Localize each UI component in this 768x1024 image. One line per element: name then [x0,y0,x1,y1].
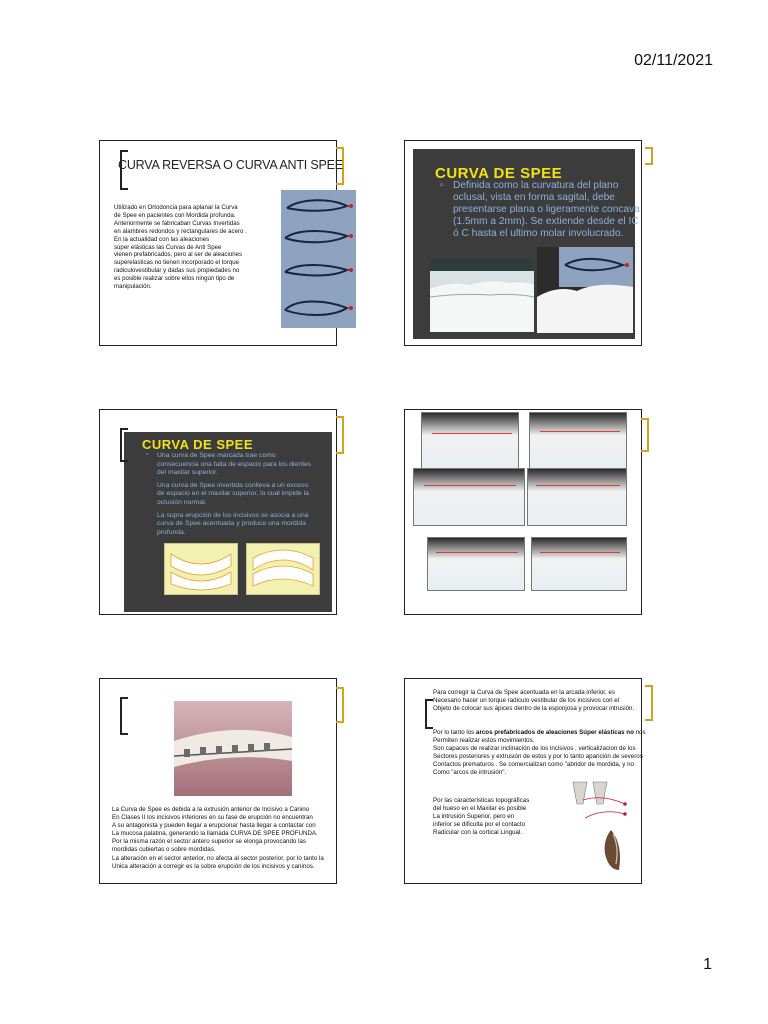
body-line: Contactos prematuros . Se comercializan como "abridor de mordida, y no [433,761,634,769]
body-line: Unica alteración a corregir es la sobre erupción de los incisivos y caninos. [112,862,315,870]
body-line: Son capaces de realizar inclinación de los incisivos , verticalizacion de los [433,745,636,753]
body-line: Para corregir la Curva de Spee acentuada en la arcada inferior, es [433,689,615,696]
slide-bracket-left [120,697,128,735]
dental-model-photo [531,537,627,591]
body-line: Como "arcos de intrusión". [433,769,507,777]
slide-body [453,180,640,240]
dental-model-photo [413,468,525,526]
page-date: 02/11/2021 [634,52,713,69]
slide-title: CURVA REVERSA O CURVA ANTI SPEE [118,158,343,172]
slide-curva-de-spee-consecuencias [99,409,337,615]
text-run: Por lo tanto los [433,729,476,736]
body-line: Anteriormente se fabricaban Curvas Invertidas [114,219,240,227]
teeth-model-photo [430,259,534,332]
dental-model-photo [529,412,627,470]
slide-bracket-right [645,685,653,721]
archwire-photo [537,247,633,333]
braces-photo [174,701,292,796]
slide-paragraph [433,797,529,837]
page-number: 1 [703,956,712,973]
body-line: del hueso en el Maxilar es posible [433,805,527,813]
body-line: En Clases II los incisivos inferiores en su fase de erupción no encuentran [112,814,313,822]
teeth-diagram-reverse-curve [246,543,320,595]
slide-correccion-curva-spee [404,678,646,884]
slide-bracket-left [425,699,433,729]
body-line: La alteración en el sector anterior, no afecta al sector posterior, por lo tanto la [112,854,324,862]
dental-model-photo [421,412,519,470]
slide-bracket-right [336,416,344,454]
body-line: mordidas cubiertas o sobre mordidas. [112,846,216,854]
body-line: Por la misma razón el sector antero superior se elonga provocando las [112,838,306,846]
body-line: A su antagonista y pueden llegar a erupcionar hasta llegar a contactar con [112,822,316,830]
slide-body [157,452,311,537]
slide-dental-models [404,409,642,615]
body-line: oclusión normal. [157,498,207,506]
body-line: consecuencia una falta de espacio para los dientes [157,460,312,468]
body-line: La supra erupción de los incisivos se asocia a una [157,511,309,519]
body-line: de espacio en el maxilar superior, lo cual impide la [157,490,309,498]
body-line: La mucosa palatina, generando la llamada CURVA DE SPEE PROFUNDA. [112,830,318,838]
body-line: radiculovestibular y dadas sus propiedades no [114,267,240,275]
dental-model-photo [527,468,627,526]
slide-title: CURVA DE SPEE [142,437,254,452]
slide-body [112,806,340,871]
slide-body [114,204,264,291]
body-line: Por las características topográficas [433,797,530,804]
bullet-icon: ▫ [146,451,149,458]
body-line: curva de Spee acentuada y produce una mordida [157,520,306,528]
body-line [433,729,646,737]
body-line: es posible realizar sobre ellos ningún tipo de [114,275,235,283]
body-line: Necesario hacer un torque radiculo vestibular de los incisivos con el [433,697,620,705]
body-line: en alambres redondos y rectangulares de acero . [114,227,247,235]
body-line: súper elásticas las Curvas de Anti Spee [114,243,222,251]
slide-bracket-right [641,418,649,452]
body-line: del maxilar superior. [157,469,218,477]
archwire-image [281,190,356,328]
dental-model-photo [427,537,525,591]
body-line: Utilizado en Ortodoncia para aplanar la Curva [114,204,238,211]
body-line: Una curva de Spee marcada trae como [157,452,276,459]
text-run: nos [633,729,646,736]
body-line: manipulación. [114,283,152,291]
body-line: (1.5mm a 2mm). Se extiende desde el IC [453,216,639,228]
slide-bracket-left [120,428,128,462]
body-line: La Curva de Spee es debida a la extrusión anterior de Incisivo a Canino [112,806,310,813]
bullet-icon: ▫ [440,180,444,191]
slide-curva-spee-etiologia [99,678,337,884]
body-line: Objeto de colocar sus ápices dentro de la esponjosa y provocar intrusión. [433,705,635,713]
body-line: Radicular con la cortical Lingual. [433,829,523,837]
body-line: Una curva de Spee invertida conlleva a un exceso [157,481,309,489]
body-line: Definida como la curvatura del plano [453,180,619,191]
body-line: ó C hasta el ultimo molar involucrado. [453,228,624,240]
slide-paragraph [433,689,634,713]
slide-curva-de-spee-definicion [404,140,642,346]
slide-curva-reversa [99,140,343,346]
body-line: de Spee en pacientes con Mordida profunda. [114,211,236,219]
text-run-bold: arcos prefabricados de aleaciones Súper elásticas no [476,729,634,736]
body-line: oclusal, vista en forma sagital, debe [453,192,615,204]
body-line: vienen prefabricados, pero al ser de aleaciones [114,251,243,259]
body-line: Permiten realizar estos movimientos. [433,737,535,745]
slide-title: CURVA DE SPEE [435,165,563,182]
slide-bracket-right [645,147,653,165]
body-line: profunda. [157,528,186,536]
body-line: presentarse plana o ligeramente concava [453,204,640,216]
incisor-intrusion-diagram [563,774,635,874]
body-line: superelasticas no tienen incorporado el torque [114,259,240,267]
slide-paragraph [433,729,646,778]
body-line: La intrusión Superior, pero en [433,813,515,821]
body-line: Sectores posteriores y extrusión de estos y por lo tanto aparición de severos [433,753,643,761]
slide-bracket-right [336,687,344,723]
teeth-diagram-deep-curve [164,543,238,595]
body-line: inferior se dificulta por el contacto [433,821,526,829]
body-line: En la actualidad con las aleaciones [114,235,210,243]
